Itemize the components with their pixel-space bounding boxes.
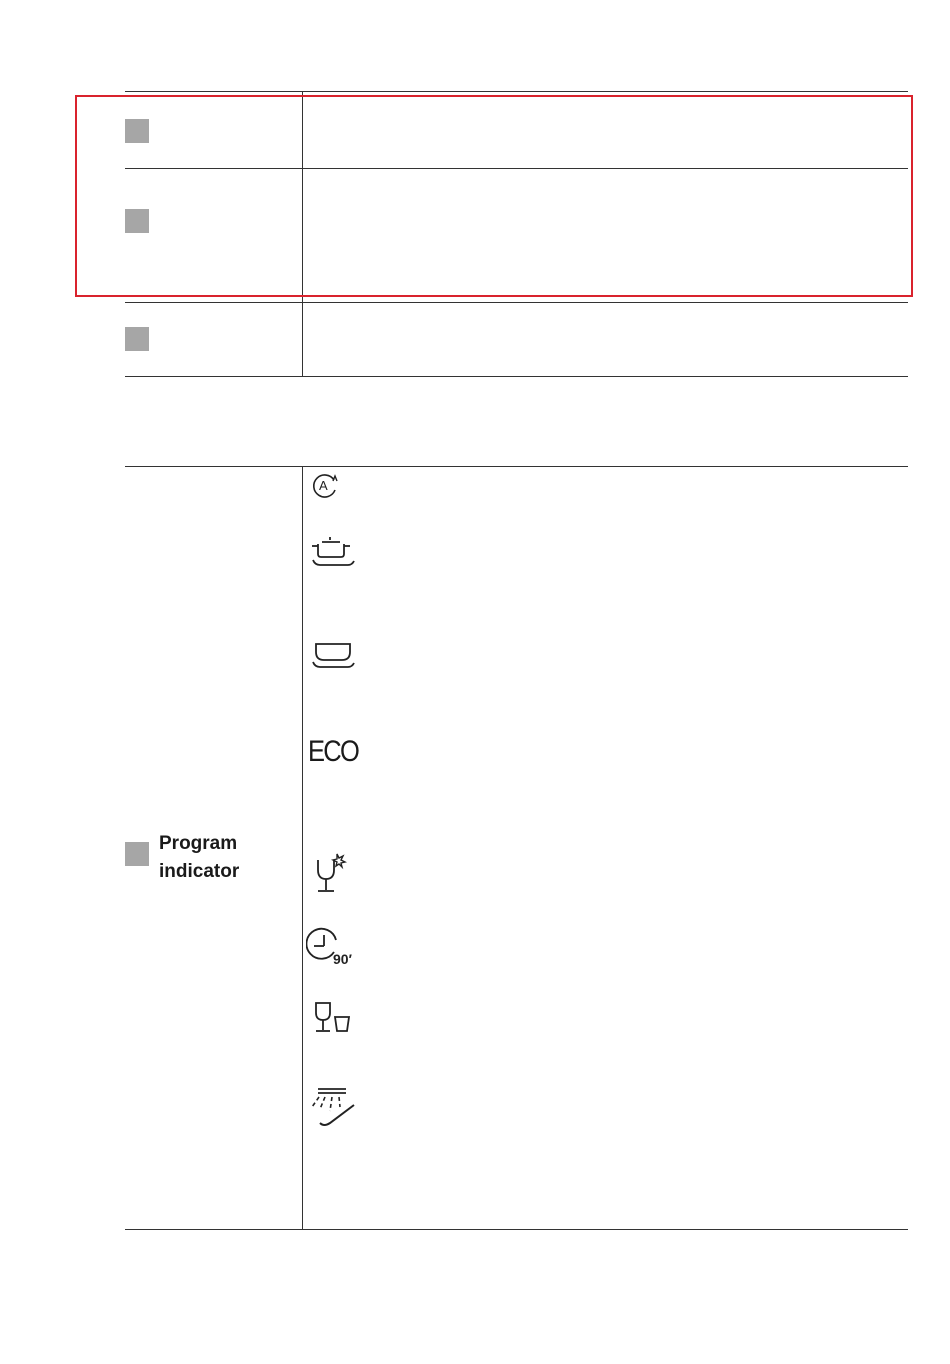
- eco-icon: ECO: [308, 735, 359, 768]
- program-table-top-rule: [125, 466, 908, 467]
- program-indicator-label: [159, 830, 239, 886]
- row-marker-3: [125, 327, 149, 351]
- svg-text:A: A: [319, 478, 328, 493]
- quick-90-clock-icon: [306, 926, 358, 968]
- quick-90-time: 90: [333, 951, 349, 967]
- table-top-rule: [125, 91, 908, 92]
- program-table-column-divider: [302, 466, 303, 1230]
- pot-intensive-icon: [306, 535, 358, 569]
- glass-cup-icon: [306, 1000, 358, 1036]
- program-table-bottom-rule: [125, 1229, 908, 1230]
- table-row-rule: [125, 302, 908, 303]
- program-indicator-label-line2: indicator: [159, 861, 240, 882]
- program-indicator-marker: [125, 842, 149, 866]
- svg-text:90′: 90′: [333, 951, 352, 967]
- bowl-normal-icon: [306, 640, 358, 672]
- prerinse-spray-icon: [306, 1083, 362, 1131]
- table-bottom-rule: [125, 376, 908, 377]
- glass-sparkle-icon: [306, 852, 350, 896]
- auto-program-icon: [306, 472, 346, 500]
- program-indicator-label-line1: Program: [159, 833, 238, 854]
- highlight-box: [75, 95, 913, 297]
